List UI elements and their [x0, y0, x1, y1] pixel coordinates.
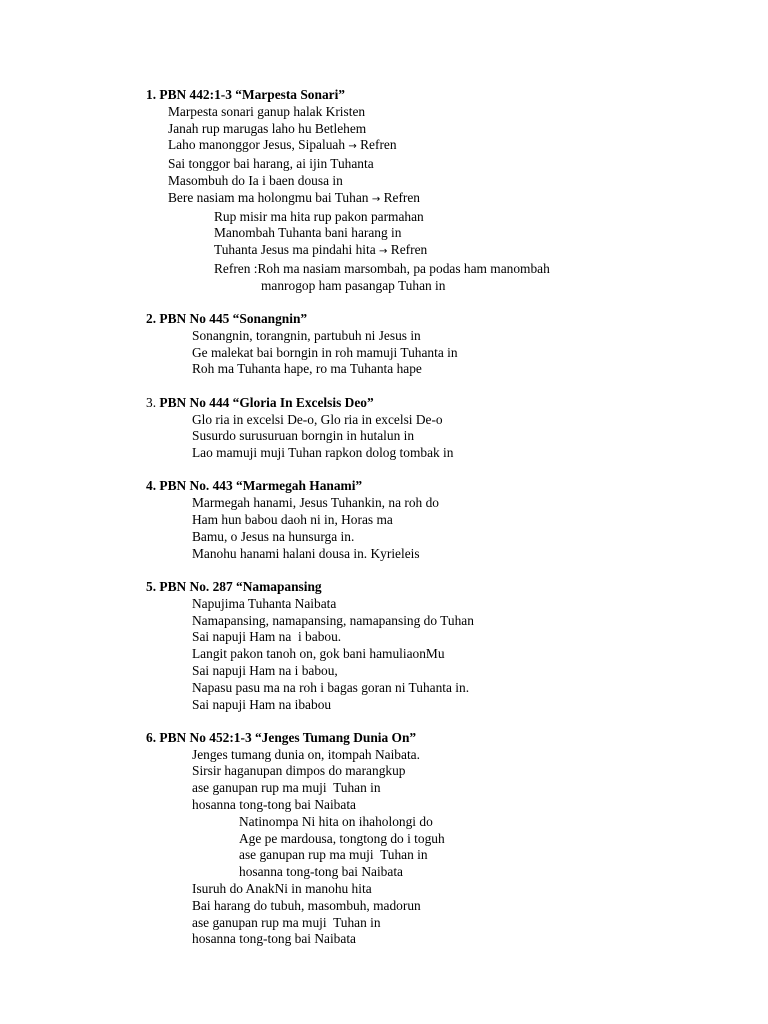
- lyric-text: Marpesta sonari ganup halak Kristen: [168, 103, 366, 119]
- lyric-line: [146, 412, 746, 429]
- lyric-text: Sai napuji Ham na ibabou: [192, 696, 332, 712]
- refren-reference: Refren: [387, 242, 428, 258]
- song-title-text: PBN No 452:1-3 “Jenges Tumang Dunia On”: [159, 729, 417, 745]
- lyric-text: hosanna tong-tong bai Naibata: [192, 931, 356, 947]
- lyric-text: Jenges tumang dunia on, itompah Naibata.: [192, 746, 420, 762]
- song-title: [146, 311, 746, 328]
- lyric-line: [146, 512, 746, 529]
- lyric-line: [146, 613, 746, 630]
- lyric-line: [146, 814, 746, 831]
- lyric-text: Tuhanta Jesus ma pindahi hita: [214, 242, 380, 258]
- song-number: 1.: [146, 87, 157, 102]
- song-title-text: PBN No 445 “Sonangnin”: [159, 311, 308, 327]
- lyric-text: Sai napuji Ham na i babou.: [192, 629, 342, 645]
- lyric-line: [146, 915, 746, 932]
- lyric-text: Manohu hanami halani dousa in. Kyrieleis: [192, 545, 420, 561]
- lyric-line: [146, 104, 746, 121]
- right-arrow-icon: →: [379, 246, 388, 258]
- song-block: [146, 87, 746, 295]
- lyric-line: [146, 495, 746, 512]
- lyric-text: Marmegah hanami, Jesus Tuhankin, na roh do: [192, 495, 439, 511]
- song-block: [146, 579, 746, 713]
- lyric-line: [146, 261, 746, 278]
- lyric-text: Lao mamuji muji Tuhan rapkon dolog tombak in: [192, 445, 454, 461]
- lyric-text: ase ganupan rup ma muji Tuhan in: [192, 914, 381, 930]
- lyric-line: [146, 864, 746, 881]
- lyric-text: ase ganupan rup ma muji Tuhan in: [192, 780, 381, 796]
- song-title-text: PBN No. 287 “Namapansing: [159, 578, 322, 594]
- lyric-text: Refren :Roh ma nasiam marsombah, pa podas ham manombah: [214, 260, 550, 276]
- lyric-line: [146, 646, 746, 663]
- song-title-text: PBN No 444 “Gloria In Excelsis Deo”: [159, 394, 374, 410]
- lyric-text: Janah rup marugas laho hu Betlehem: [168, 120, 367, 136]
- lyric-line: [146, 797, 746, 814]
- lyric-line: [146, 596, 746, 613]
- refren-reference: Refren: [380, 189, 420, 205]
- lyric-line: [146, 831, 746, 848]
- lyric-line: [146, 445, 746, 462]
- song-block: [146, 730, 746, 948]
- lyric-text: Glo ria in excelsi De-o, Glo ria in excelsi De-o: [192, 411, 443, 427]
- lyric-line: [146, 173, 746, 190]
- lyric-line: [146, 190, 746, 209]
- lyric-text: Natinompa Ni hita on ihaholongi do: [239, 813, 433, 829]
- lyric-text: Namapansing, namapansing, namapansing do Tuhan: [192, 612, 474, 628]
- lyric-line: [146, 242, 746, 261]
- document-page: [146, 87, 746, 965]
- song-title-text: PBN No. 443 “Marmegah Hanami”: [159, 478, 363, 494]
- lyric-line: [146, 278, 746, 295]
- song-title: [146, 730, 746, 747]
- lyric-line: [146, 546, 746, 563]
- lyric-line: [146, 881, 746, 898]
- lyric-line: [146, 209, 746, 226]
- lyric-text: Bere nasiam ma holongmu bai Tuhan: [168, 189, 372, 205]
- lyric-text: Masombuh do Ia i baen dousa in: [168, 172, 343, 188]
- lyric-line: [146, 428, 746, 445]
- lyric-line: [146, 680, 746, 697]
- lyric-text: Laho manonggor Jesus, Sipaluah: [168, 137, 349, 153]
- song-number: 5.: [146, 578, 157, 594]
- lyric-line: [146, 529, 746, 546]
- lyric-line: [146, 137, 746, 156]
- lyric-line: [146, 225, 746, 242]
- lyric-text: Sai napuji Ham na i babou,: [192, 662, 338, 678]
- song-title: [146, 478, 746, 495]
- lyric-line: [146, 663, 746, 680]
- lyric-line: [146, 156, 746, 173]
- lyric-text: Susurdo surusuruan borngin in hutalun in: [192, 428, 415, 444]
- lyric-text: Ge malekat bai borngin in roh mamuji Tuhanta in: [192, 344, 458, 360]
- lyric-text: Sonangnin, torangnin, partubuh ni Jesus in: [192, 327, 421, 343]
- song-title-text: PBN 442:1-3 “Marpesta Sonari”: [159, 87, 345, 102]
- right-arrow-icon: →: [348, 141, 357, 153]
- lyric-line: [146, 747, 746, 764]
- lyric-text: Napasu pasu ma na roh i bagas goran ni Tuhanta in.: [192, 679, 470, 695]
- lyric-line: [146, 697, 746, 714]
- lyric-line: [146, 345, 746, 362]
- lyric-text: hosanna tong-tong bai Naibata: [192, 796, 356, 812]
- lyric-line: [146, 361, 746, 378]
- lyric-text: Langit pakon tanoh on, gok bani hamuliaonMu: [192, 646, 445, 662]
- song-block: [146, 311, 746, 378]
- lyric-text: Age pe mardousa, tongtong do i toguh: [239, 830, 445, 846]
- song-number: 4.: [146, 478, 157, 494]
- song-number: 2.: [146, 311, 157, 327]
- lyric-text: Manombah Tuhanta bani harang in: [214, 225, 402, 241]
- lyric-line: [146, 898, 746, 915]
- lyric-text: Bai harang do tubuh, masombuh, madorun: [192, 897, 421, 913]
- song-block: [146, 395, 746, 462]
- song-block: [146, 478, 746, 562]
- lyric-text: Sai tonggor bai harang, ai ijin Tuhanta: [168, 156, 374, 172]
- song-number: 6.: [146, 729, 157, 745]
- lyric-text: Ham hun babou daoh ni in, Horas ma: [192, 512, 393, 528]
- song-title: [146, 395, 746, 412]
- song-number: 3.: [146, 394, 157, 410]
- lyric-line: [146, 763, 746, 780]
- refren-reference: Refren: [356, 137, 397, 153]
- lyric-text: hosanna tong-tong bai Naibata: [239, 864, 403, 880]
- lyric-text: Rup misir ma hita rup pakon parmahan: [214, 208, 424, 224]
- song-title: [146, 579, 746, 596]
- lyric-line: [146, 780, 746, 797]
- lyric-line: [146, 121, 746, 138]
- right-arrow-icon: →: [371, 193, 381, 205]
- lyric-line: [146, 847, 746, 864]
- lyric-line: [146, 629, 746, 646]
- lyric-line: [146, 328, 746, 345]
- lyric-line: [146, 931, 746, 948]
- lyric-text: manrogop ham pasangap Tuhan in: [261, 277, 446, 293]
- lyric-text: Bamu, o Jesus na hunsurga in.: [192, 528, 355, 544]
- lyric-text: Isuruh do AnakNi in manohu hita: [192, 880, 372, 896]
- lyric-text: ase ganupan rup ma muji Tuhan in: [239, 847, 428, 863]
- lyric-text: Napujima Tuhanta Naibata: [192, 595, 337, 611]
- lyric-text: Roh ma Tuhanta hape, ro ma Tuhanta hape: [192, 361, 422, 377]
- lyric-text: Sirsir haganupan dimpos do marangkup: [192, 763, 406, 779]
- song-title: [146, 87, 746, 104]
